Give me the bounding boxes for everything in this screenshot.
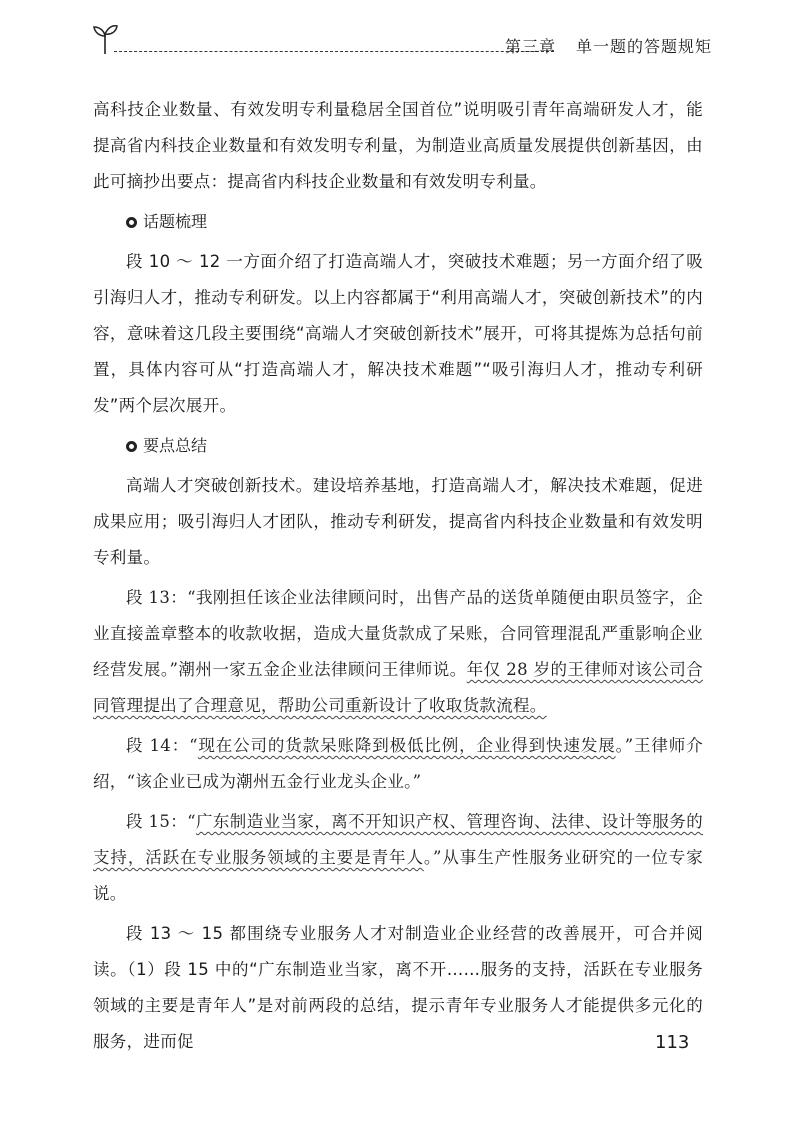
quoted-paragraph-15	[93, 804, 703, 912]
header-dashed-rule	[114, 51, 554, 52]
section-heading-topic	[126, 204, 703, 240]
wavy-underlined-text: 年仅 28 岁的王律师对该公司合同管理提出了合理意见，帮助公司重新设计了收取货款流程。	[93, 660, 703, 715]
page-number: 113	[655, 1032, 690, 1053]
paragraph-continuation: 高科技企业数量、有效发明专利量稳居全国首位”说明吸引青年高端研发人才，能提高省内科技企业数量和有效发明专利量，为制造业高质量发展提供创新基因，由此可摘抄出要点：提高省内科技企业数量和有效发明专利量。	[93, 100, 703, 191]
paragraph-topic-analysis: 段 10 ～ 12 一方面介绍了打造高端人才，突破技术难题；另一方面介绍了吸引海归人才，推动专利研发。以上内容都属于“利用高端人才，突破创新技术”的内容，意味着这几段主要围绕“高端人才突破创新技术”展开，可将其提炼为总括句前置，具体内容可从“打造高端人才，解决技术难题”“吸引海归人才，推动专利研发”两个层次展开。	[93, 252, 703, 415]
quoted-paragraph-14	[93, 728, 703, 800]
quote-text: 段 13：“我刚担任该企业法律顾问时，出售产品的送货单随便由职员签字，企业直接盖章整本的收款收据，造成大量货款成了呆账，合同管理混乱严重影响企业经营发展。”潮州一家五金企业法律顾问王律师说。	[93, 588, 703, 679]
running-head	[505, 34, 712, 57]
page-header	[92, 22, 712, 62]
wavy-underlined-text: 现在公司的货款呆账降到极低比例，企业得到快速发展	[197, 736, 616, 755]
wavy-underlined-text: 广东制造业当家，离不开知识产权、管理咨询、法律、设计等服务的支持，活跃在专业服务领域的主要是青年人	[93, 812, 703, 867]
chapter-label: 第三章	[504, 37, 556, 56]
paragraph-merged-reading: 段 13 ～ 15 都围绕专业服务人才对制造业企业经营的改善展开，可合并阅读。（1）段 15 中的“广东制造业当家，离不开……服务的支持，活跃在专业服务领域的主要是青年人”是对前两段的总结，提示青年专业服务人才能提供多元化的服务，进而促	[93, 924, 703, 1051]
section-heading-summary	[126, 428, 703, 464]
bullet-icon	[126, 441, 137, 452]
bullet-icon	[126, 217, 137, 228]
quoted-paragraph-13	[93, 580, 703, 724]
paragraph-key-points: 高端人才突破创新技术。建设培养基地，打造高端人才，解决技术难题，促进成果应用；吸引海归人才团队，推动专利研发，提高省内科技企业数量和有效发明专利量。	[93, 476, 703, 567]
quote-text: 段 15：“	[126, 812, 196, 831]
quote-text: 段 14：“	[126, 736, 198, 755]
page-body	[93, 92, 703, 1060]
quote-text: 。”从事生产性服务业研究的一位专家说。	[93, 848, 703, 903]
section-heading-label: 要点总结	[143, 436, 208, 455]
quote-text: 。”王律师介绍，“该企业已成为潮州五金行业龙头企业。”	[93, 736, 703, 791]
section-heading-label: 话题梳理	[143, 212, 208, 231]
chapter-title: 单一题的答题规矩	[575, 37, 712, 56]
